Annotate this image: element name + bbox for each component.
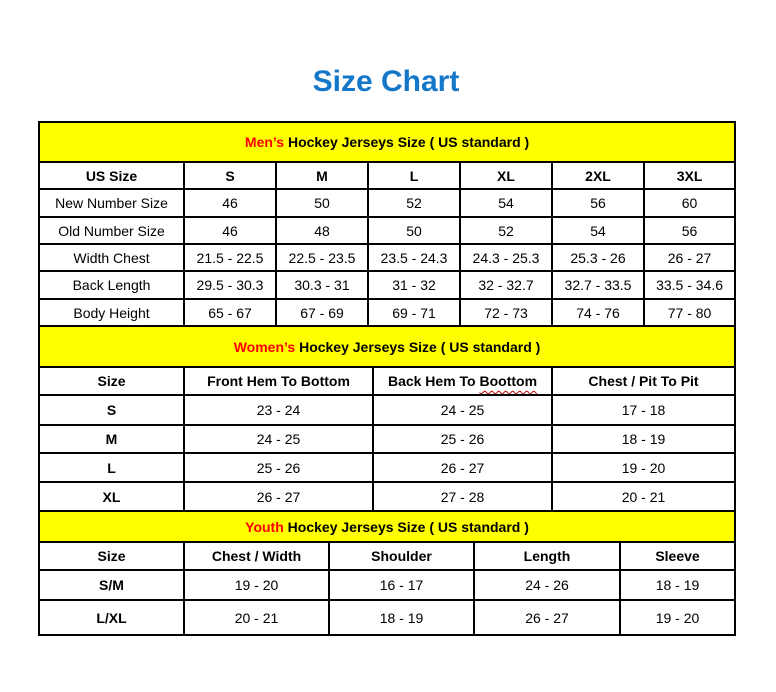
mens-value-cell: 54	[460, 189, 552, 217]
youth-row-label: L/XL	[39, 600, 184, 635]
womens-value-cell: 20 - 21	[552, 482, 735, 511]
mens-row-label: Body Height	[39, 299, 184, 326]
womens-value-cell: 24 - 25	[373, 395, 552, 425]
youth-value-cell: 18 - 19	[620, 570, 735, 600]
youth-col-header: Sleeve	[620, 542, 735, 570]
mens-value-cell: 22.5 - 23.5	[276, 244, 368, 271]
mens-value-cell: 24.3 - 25.3	[460, 244, 552, 271]
mens-col-header: 3XL	[644, 162, 735, 189]
womens-col-header	[373, 367, 552, 395]
misspelled-word: Boottom	[479, 373, 538, 389]
mens-value-cell: 74 - 76	[552, 299, 644, 326]
mens-value-cell: 30.3 - 31	[276, 271, 368, 299]
mens-size-table	[38, 121, 736, 327]
mens-banner-text: Hockey Jerseys Size ( US standard )	[284, 134, 530, 150]
mens-value-cell: 50	[276, 189, 368, 217]
youth-value-cell: 18 - 19	[329, 600, 474, 635]
mens-col-header: US Size	[39, 162, 184, 189]
mens-header-row	[39, 162, 735, 189]
mens-col-header: S	[184, 162, 276, 189]
womens-value-cell: 27 - 28	[373, 482, 552, 511]
mens-value-cell: 60	[644, 189, 735, 217]
mens-value-cell: 72 - 73	[460, 299, 552, 326]
youth-banner-text: Hockey Jerseys Size ( US standard )	[283, 518, 529, 535]
mens-row-label: Width Chest	[39, 244, 184, 271]
mens-table-row	[39, 299, 735, 326]
youth-value-cell: 19 - 20	[620, 600, 735, 635]
mens-value-cell: 23.5 - 24.3	[368, 244, 460, 271]
mens-banner-row	[39, 122, 735, 162]
youth-table-row	[39, 600, 735, 635]
womens-header-row	[39, 367, 735, 395]
womens-banner-highlight: Women’s	[233, 338, 296, 355]
mens-col-header: L	[368, 162, 460, 189]
womens-value-cell: 23 - 24	[184, 395, 373, 425]
page-title: Size Chart	[312, 65, 460, 98]
mens-value-cell: 48	[276, 217, 368, 244]
youth-banner-highlight: Youth	[245, 518, 284, 535]
mens-value-cell: 25.3 - 26	[552, 244, 644, 271]
womens-banner-row	[39, 326, 735, 367]
youth-value-cell: 24 - 26	[474, 570, 620, 600]
header-text: Back Hem To	[387, 373, 480, 389]
mens-value-cell: 31 - 32	[368, 271, 460, 299]
womens-banner	[39, 326, 735, 367]
youth-banner-row	[39, 511, 735, 542]
mens-row-label: Old Number Size	[39, 217, 184, 244]
youth-header-row	[39, 542, 735, 570]
mens-value-cell: 56	[552, 189, 644, 217]
youth-value-cell: 26 - 27	[474, 600, 620, 635]
youth-col-header: Chest / Width	[184, 542, 329, 570]
mens-value-cell: 32 - 32.7	[460, 271, 552, 299]
mens-table-row	[39, 217, 735, 244]
mens-value-cell: 65 - 67	[184, 299, 276, 326]
mens-col-header: XL	[460, 162, 552, 189]
womens-value-cell: 17 - 18	[552, 395, 735, 425]
womens-table-row	[39, 395, 735, 425]
womens-col-header: Chest / Pit To Pit	[552, 367, 735, 395]
mens-table-row	[39, 271, 735, 299]
womens-row-label: M	[39, 425, 184, 453]
womens-col-header: Size	[39, 367, 184, 395]
youth-col-header: Length	[474, 542, 620, 570]
mens-row-label: New Number Size	[39, 189, 184, 217]
womens-value-cell: 24 - 25	[184, 425, 373, 453]
youth-value-cell: 20 - 21	[184, 600, 329, 635]
mens-value-cell: 54	[552, 217, 644, 244]
mens-col-header: M	[276, 162, 368, 189]
womens-value-cell: 25 - 26	[373, 425, 552, 453]
youth-banner	[39, 511, 735, 542]
youth-row-label: S/M	[39, 570, 184, 600]
womens-table-row	[39, 482, 735, 511]
mens-banner	[39, 122, 735, 162]
womens-row-label: S	[39, 395, 184, 425]
youth-col-header: Size	[39, 542, 184, 570]
mens-value-cell: 56	[644, 217, 735, 244]
womens-value-cell: 19 - 20	[552, 453, 735, 482]
size-chart-content	[38, 62, 734, 636]
mens-value-cell: 33.5 - 34.6	[644, 271, 735, 299]
youth-value-cell: 16 - 17	[329, 570, 474, 600]
mens-value-cell: 67 - 69	[276, 299, 368, 326]
mens-value-cell: 50	[368, 217, 460, 244]
womens-row-label: XL	[39, 482, 184, 511]
youth-col-header: Shoulder	[329, 542, 474, 570]
womens-value-cell: 26 - 27	[373, 453, 552, 482]
mens-value-cell: 32.7 - 33.5	[552, 271, 644, 299]
mens-value-cell: 46	[184, 217, 276, 244]
mens-col-header: 2XL	[552, 162, 644, 189]
womens-value-cell: 25 - 26	[184, 453, 373, 482]
mens-table-row	[39, 244, 735, 271]
mens-value-cell: 52	[460, 217, 552, 244]
mens-value-cell: 52	[368, 189, 460, 217]
womens-value-cell: 18 - 19	[552, 425, 735, 453]
youth-table-row	[39, 570, 735, 600]
mens-row-label: Back Length	[39, 271, 184, 299]
womens-col-header: Front Hem To Bottom	[184, 367, 373, 395]
mens-banner-highlight: Men’s	[244, 134, 285, 150]
womens-size-table	[38, 325, 736, 512]
womens-table-row	[39, 425, 735, 453]
mens-table-row	[39, 189, 735, 217]
womens-value-cell: 26 - 27	[184, 482, 373, 511]
size-tables	[38, 121, 734, 636]
mens-value-cell: 69 - 71	[368, 299, 460, 326]
youth-size-table	[38, 510, 736, 636]
womens-table-row	[39, 453, 735, 482]
womens-banner-text: Hockey Jerseys Size ( US standard )	[295, 338, 541, 355]
womens-row-label: L	[39, 453, 184, 482]
mens-value-cell: 21.5 - 22.5	[184, 244, 276, 271]
mens-value-cell: 77 - 80	[644, 299, 735, 326]
youth-value-cell: 19 - 20	[184, 570, 329, 600]
mens-value-cell: 29.5 - 30.3	[184, 271, 276, 299]
mens-value-cell: 26 - 27	[644, 244, 735, 271]
mens-value-cell: 46	[184, 189, 276, 217]
